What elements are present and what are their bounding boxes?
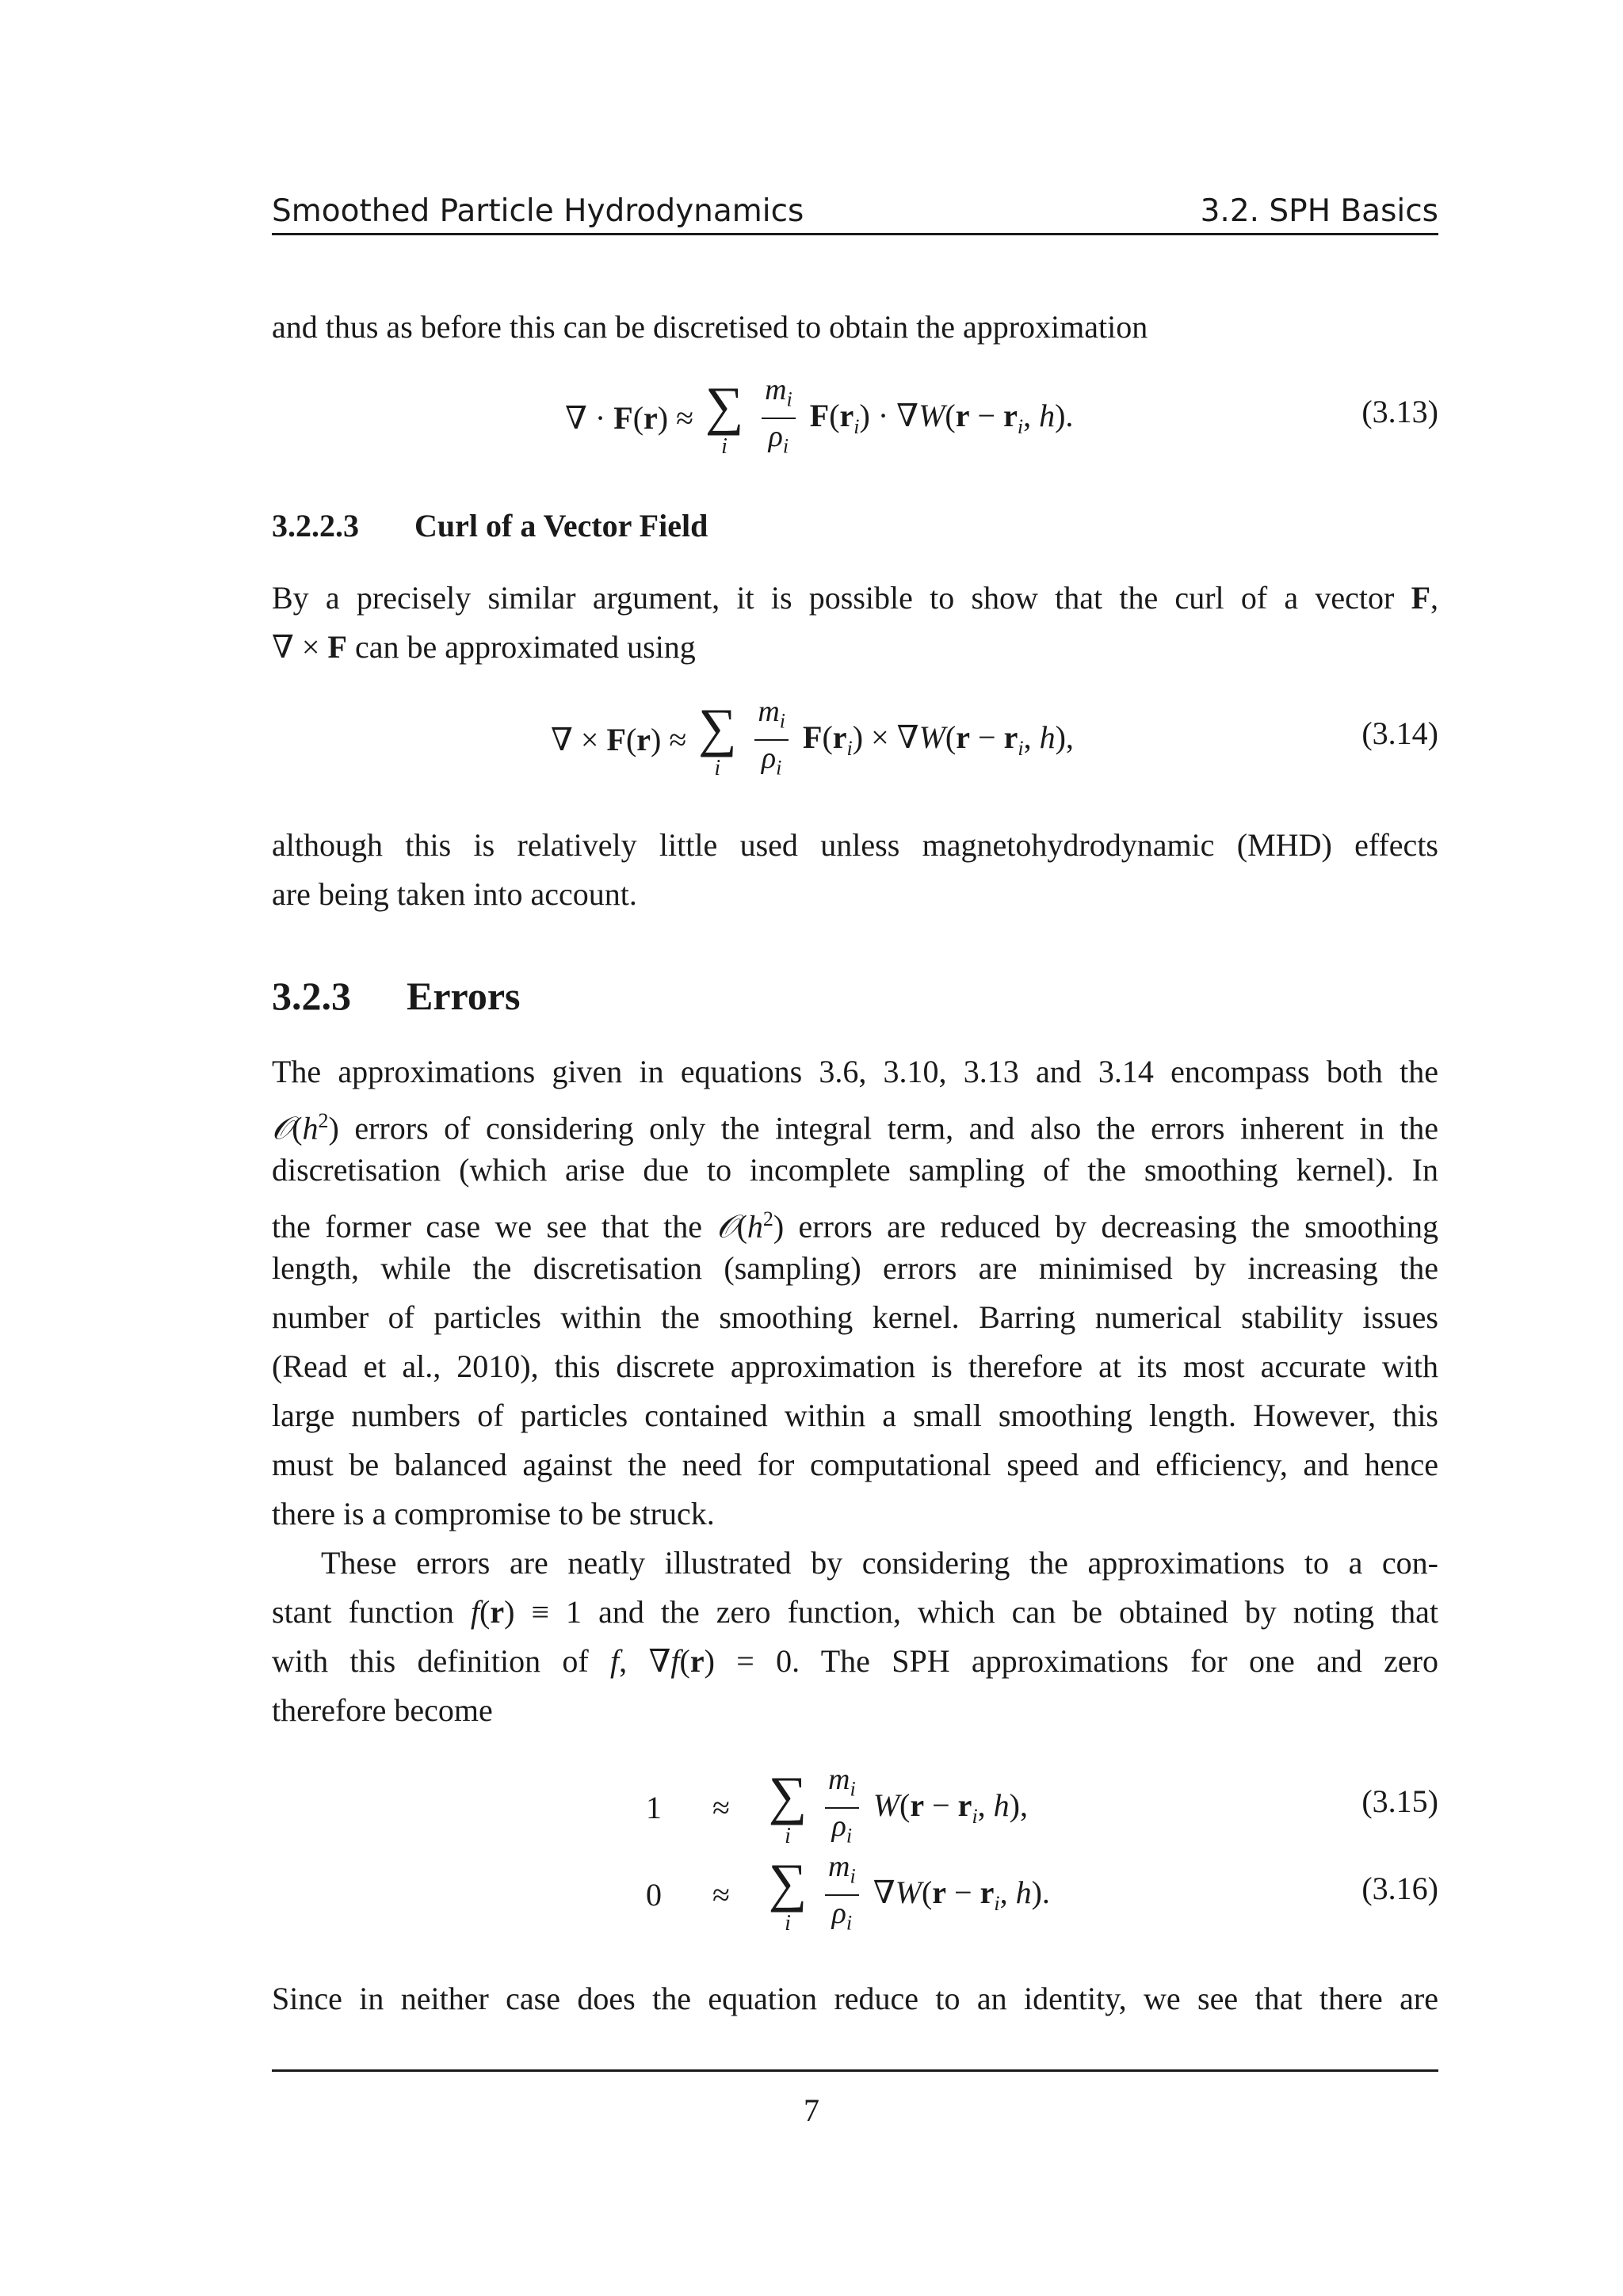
text-line: ∇ × F can be approximated using [272,629,696,665]
header-rule [272,233,1438,235]
text-line: The approximations given in equations 3.6, 3.10, 3.13 and 3.14 encompass both the [272,1054,1438,1089]
illustration-paragraph [272,1539,1438,1735]
text-line: These errors are neatly illustrated by considering the approximations to a con- [321,1545,1438,1581]
summation-symbol: ∑ i [768,1764,808,1848]
equation-3-14 [272,694,1438,789]
equation-3-15 [272,1762,1438,1857]
summation-symbol: ∑ i [705,375,744,459]
approx-symbol: ≈ [712,1877,730,1913]
text-line: Since in neither case does the equation reduce to an identity, we see that there are [272,1981,1438,2016]
subsection-heading [272,507,708,544]
summation-symbol: ∑ i [698,696,737,780]
text-line: are being taken into account. [272,876,637,912]
text-line: there is a compromise to be struck. [272,1496,715,1531]
equation-lhs: 1 [646,1790,662,1826]
equation-lhs: ∇ · F(r) ≈ [565,400,694,437]
text-line: therefore become [272,1692,493,1728]
mhd-paragraph [272,821,1438,919]
equation-lhs: ∇ × F(r) ≈ [551,722,687,758]
equation-rhs: $\nabla W(r - r_i$, h). [873,1875,1050,1916]
intro-paragraph [272,303,1438,352]
equation-number: (3.15) [1361,1783,1438,1819]
header-left: Smoothed Particle Hydrodynamics [272,193,804,229]
text-line: large numbers of particles contained within a small smoothing length. However, this [272,1398,1438,1433]
final-paragraph [272,1974,1438,2023]
section-title: Errors [407,974,521,1018]
text-line: By a precisely similar argument, it is possible to show that the curl of a vector F, [272,580,1438,616]
text-line: and thus as before this can be discretised to obtain the approximation [272,309,1148,345]
equation-3-13 [272,372,1438,467]
equation-rhs: $W(r - r_i$, h), [873,1787,1028,1829]
text-line: with this definition of f, ∇f(r) = 0. The SPH approximations for one and zero [272,1643,1438,1679]
mass-density-fraction: $\frac{m_i}{\rho_i}$ [762,372,796,463]
equation-number: (3.16) [1361,1871,1438,1906]
text-line: the former case we see that the $𝒪(h^2)$ errors are reduced by decreasing the smoothing [272,1207,1438,1244]
footer-rule [272,2069,1438,2072]
section-number: 3.2.3 [272,974,351,1018]
text-line: length, while the discretisation (sampling) errors are minimised by increasing the [272,1250,1438,1286]
text-line: stant function f(r) ≡ 1 and the zero function, which can be obtained by noting that [272,1594,1438,1630]
section-heading [272,973,520,1019]
equation-rhs: $F(r_i) \cdot \nabla W(r - r_i$, h). [809,398,1074,439]
equation-number: (3.13) [1361,394,1438,429]
text-line: discretisation (which arise due to incomplete sampling of the smoothing kernel). In [272,1152,1438,1188]
equation-3-16 [272,1849,1438,1944]
subsection-title: Curl of a Vector Field [414,508,708,543]
running-header [272,193,1438,231]
text-line: $𝒪(h^2)$ errors of considering only the integral term, and also the errors inherent in the [272,1109,1438,1146]
curl-paragraph [272,574,1438,672]
errors-paragraph [272,1047,1438,1539]
text-line: must be balanced against the need for computational speed and efficiency, and hence [272,1447,1438,1482]
page-number: 7 [804,2092,819,2128]
text-line: although this is relatively little used unless magnetohydrodynamic (MHD) effects [272,827,1438,863]
text-line: number of particles within the smoothing kernel. Barring numerical stability issues [272,1299,1438,1335]
text-line: (Read et al., 2010), this discrete approximation is therefore at its most accurate with [272,1348,1438,1384]
subsection-number: 3.2.2.3 [272,508,359,543]
equation-number: (3.14) [1361,715,1438,751]
mass-density-fraction: $\frac{m_i}{\rho_i}$ [754,694,789,785]
equation-lhs: 0 [646,1877,662,1913]
header-right: 3.2. SPH Basics [1200,193,1438,229]
mass-density-fraction: $\frac{m_i}{\rho_i}$ [825,1849,859,1940]
mass-density-fraction: $\frac{m_i}{\rho_i}$ [825,1762,859,1853]
equation-rhs: $F(r_i) \times \nabla W(r - r_i$, h), [803,719,1074,761]
summation-symbol: ∑ i [768,1852,808,1936]
approx-symbol: ≈ [712,1790,730,1826]
